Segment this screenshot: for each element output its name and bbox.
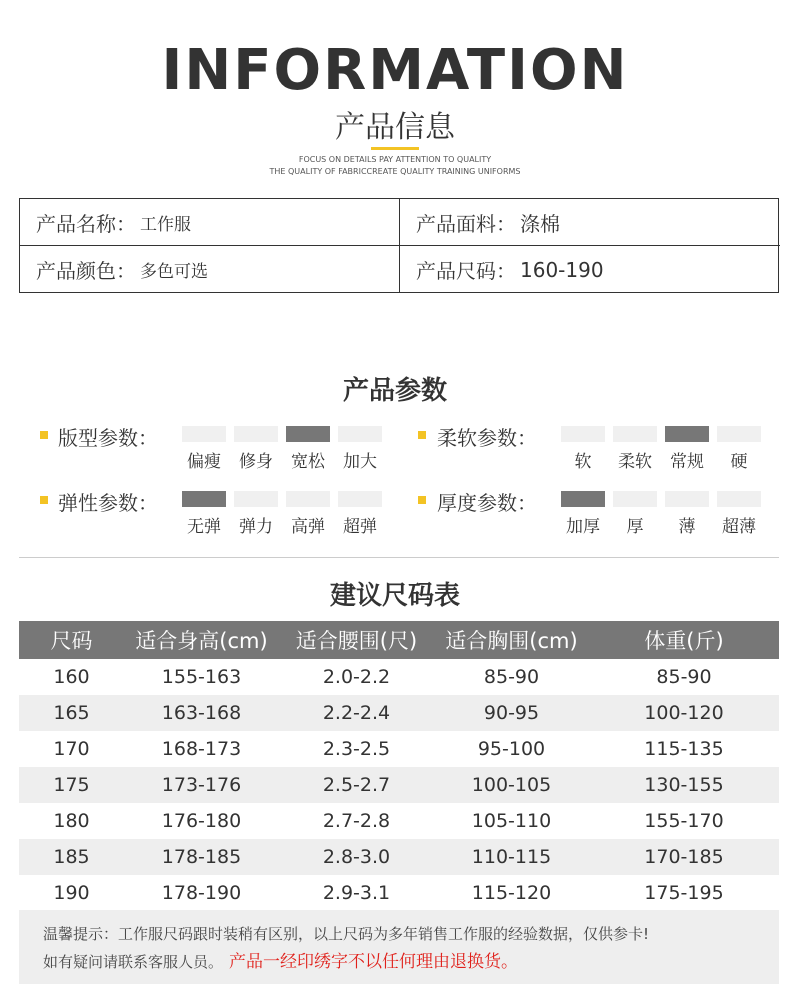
table-cell: 160: [53, 666, 90, 688]
table-cell: 175: [53, 774, 90, 796]
column-header: 尺码: [50, 629, 93, 653]
table-cell: 178-190: [161, 882, 242, 904]
bullet-icon: [418, 496, 426, 504]
param-option-label: 硬: [730, 452, 748, 472]
info-value-name: 工作服: [140, 214, 191, 235]
table-cell: 170: [53, 738, 90, 760]
bullet-icon: [40, 431, 48, 439]
info-cell-size: [400, 246, 780, 293]
table-cell: 85-90: [483, 666, 540, 688]
param-option-label: 加厚: [566, 517, 600, 537]
param-option: [182, 491, 226, 537]
param-label-softness: 柔软参数：: [437, 426, 537, 450]
param-option: [234, 491, 278, 537]
info-value-color: 多色可选: [140, 262, 208, 282]
table-cell: 185: [53, 846, 90, 868]
param-option: [613, 491, 657, 537]
info-label-color: 产品颜色：: [36, 259, 136, 283]
table-cell: 165: [53, 702, 90, 724]
param-option-label: 超弹: [343, 517, 377, 537]
param-label-elasticity: 弹性参数：: [58, 491, 158, 515]
level-bar: [613, 491, 657, 507]
param-option: [286, 426, 330, 472]
table-cell: 176-180: [161, 810, 242, 832]
size-chart-title: 建议尺码表: [329, 581, 460, 611]
table-row: [19, 659, 779, 695]
table-cell: 190: [53, 882, 90, 904]
table-cell: 100-120: [644, 702, 724, 724]
size-chart-table: [19, 621, 779, 911]
param-option: [338, 426, 382, 472]
notice-line-2-wrap: [43, 948, 779, 976]
notice-line-1: 温馨提示：工作服尺码跟时装稍有区别，以上尺码为多年销售工作服的经验数据，仅供参卡!: [43, 925, 650, 943]
level-bar: [561, 426, 605, 442]
notice-line-2: 如有疑问请联系客服人员。: [43, 953, 224, 971]
tagline-line-2: THE QUALITY OF FABRICCREATE QUALITY TRAINING UNIFORMS: [269, 167, 521, 176]
column-header: 适合胸围(cm): [445, 629, 578, 653]
size-chart-header: [19, 621, 779, 659]
info-value-size: 160-190: [520, 257, 604, 282]
param-option-label: 软: [574, 452, 592, 472]
table-cell: 178-185: [161, 846, 242, 868]
column-header: 适合身高(cm): [135, 629, 268, 653]
table-row: [19, 803, 779, 839]
info-value-fabric: 涤棉: [520, 211, 560, 236]
table-row: [19, 839, 779, 875]
param-option: [717, 491, 761, 537]
param-option: [717, 426, 761, 472]
table-cell: 2.9-3.1: [322, 882, 391, 904]
param-option-label: 加大: [343, 452, 377, 472]
notice-box: [19, 910, 779, 984]
table-cell: 90-95: [483, 702, 540, 724]
level-bar: [182, 491, 226, 507]
param-option-label: 弹力: [239, 517, 273, 537]
level-bar: [613, 426, 657, 442]
column-header: 适合腰围(尺): [295, 629, 418, 653]
page-subtitle: 产品信息: [335, 110, 455, 145]
table-cell: 105-110: [471, 810, 552, 832]
bullet-icon: [40, 496, 48, 504]
table-cell: 2.8-3.0: [322, 846, 391, 868]
section-divider: [19, 557, 779, 558]
param-option-label: 修身: [239, 452, 273, 472]
table-cell: 100-105: [471, 774, 552, 796]
param-label-fit: 版型参数：: [58, 426, 158, 450]
page-title: INFORMATION: [161, 38, 629, 103]
param-option: [182, 426, 226, 472]
param-option: [338, 491, 382, 537]
info-cell-fabric: [400, 199, 780, 246]
level-bar: [286, 491, 330, 507]
table-cell: 168-173: [161, 738, 242, 760]
param-options-elasticity: [182, 491, 382, 537]
param-option: [665, 426, 709, 472]
param-option-label: 厚: [626, 517, 644, 537]
product-info-table: [19, 198, 779, 293]
table-row: [19, 695, 779, 731]
level-bar: [338, 491, 382, 507]
param-option: [286, 491, 330, 537]
param-option-label: 超薄: [722, 517, 756, 537]
table-cell: 180: [53, 810, 90, 832]
level-bar: [665, 426, 709, 442]
level-bar: [561, 491, 605, 507]
info-label-name: 产品名称：: [36, 211, 136, 236]
level-bar: [338, 426, 382, 442]
level-bar: [717, 491, 761, 507]
table-cell: 110-115: [471, 846, 552, 868]
info-label-size: 产品尺码：: [416, 259, 516, 283]
table-cell: 2.7-2.8: [322, 810, 391, 832]
param-options-thickness: [561, 491, 761, 537]
table-cell: 115-135: [644, 738, 724, 760]
param-option: [561, 491, 605, 537]
table-cell: 155-163: [161, 666, 242, 688]
level-bar: [665, 491, 709, 507]
info-label-fabric: 产品面料：: [416, 211, 516, 236]
table-cell: 95-100: [477, 738, 546, 760]
param-option: [561, 426, 605, 472]
params-section-title: 产品参数: [342, 376, 447, 406]
table-cell: 175-195: [644, 882, 724, 904]
param-option-label: 常规: [670, 452, 704, 472]
param-option-label: 偏瘦: [187, 452, 221, 472]
level-bar: [717, 426, 761, 442]
param-option-label: 无弹: [187, 517, 221, 537]
table-row: [19, 731, 779, 767]
level-bar: [234, 491, 278, 507]
table-cell: 115-120: [471, 882, 552, 904]
table-cell: 2.2-2.4: [322, 702, 391, 724]
level-bar: [286, 426, 330, 442]
table-cell: 155-170: [644, 810, 724, 832]
bullet-icon: [418, 431, 426, 439]
notice-warning: 产品一经印绣字不以任何理由退换货。: [229, 952, 519, 972]
accent-bar: [371, 147, 419, 150]
table-row: [19, 875, 779, 911]
table-cell: 2.0-2.2: [322, 666, 391, 688]
param-option-label: 薄: [678, 517, 696, 537]
table-cell: 2.3-2.5: [322, 738, 391, 760]
param-option: [234, 426, 278, 472]
info-cell-name: [20, 199, 400, 246]
table-cell: 85-90: [656, 666, 712, 688]
column-header: 体重(斤): [644, 629, 724, 653]
level-bar: [234, 426, 278, 442]
param-option-label: 柔软: [618, 452, 652, 472]
level-bar: [182, 426, 226, 442]
param-label-thickness: 厚度参数：: [437, 491, 537, 515]
param-option-label: 宽松: [291, 452, 325, 472]
table-cell: 173-176: [161, 774, 242, 796]
param-options-softness: [561, 426, 761, 472]
info-cell-color: [20, 246, 400, 293]
param-option-label: 高弹: [291, 517, 325, 537]
table-cell: 170-185: [644, 846, 724, 868]
param-option: [613, 426, 657, 472]
table-cell: 2.5-2.7: [322, 774, 391, 796]
table-cell: 163-168: [161, 702, 242, 724]
tagline-line-1: FOCUS ON DETAILS PAY ATTENTION TO QUALITY: [298, 155, 492, 164]
table-row: [19, 767, 779, 803]
table-cell: 130-155: [644, 774, 724, 796]
param-options-fit: [182, 426, 382, 472]
param-option: [665, 491, 709, 537]
